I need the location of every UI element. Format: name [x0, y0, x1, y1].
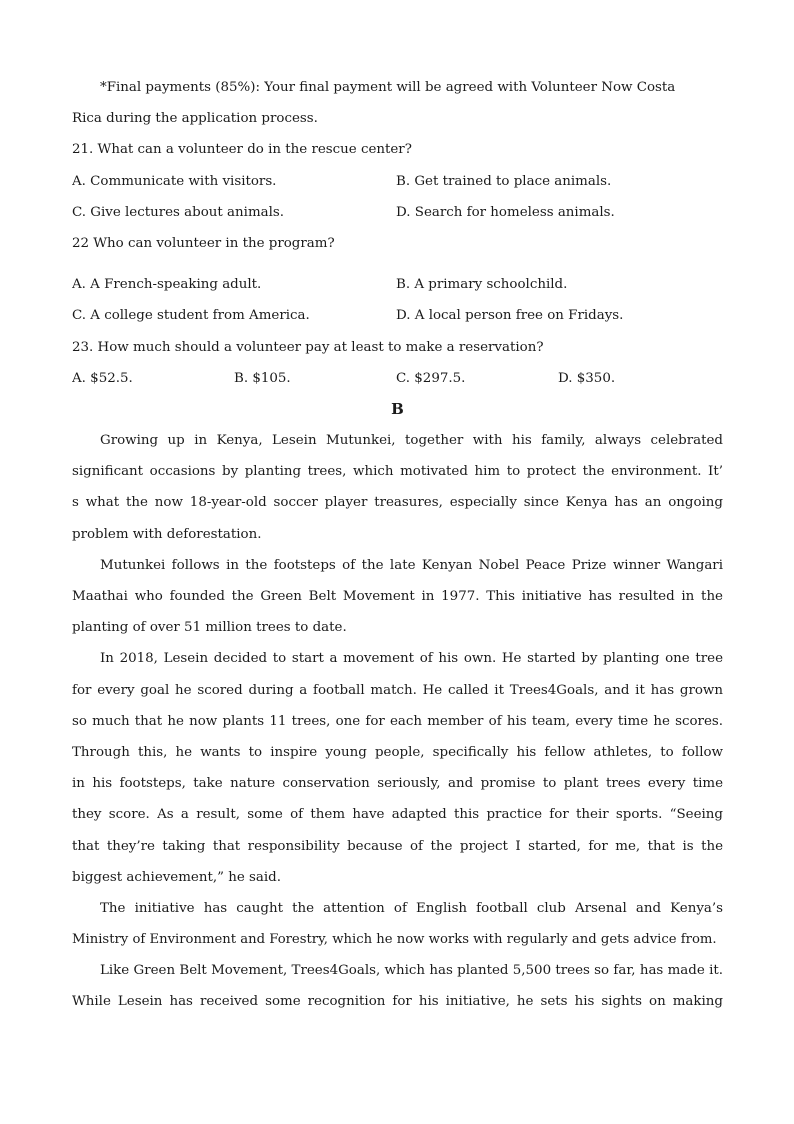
option-b: B. $105. — [234, 370, 291, 386]
paragraph-line: so much that he now plants 11 trees, one for each member of his team, every time he scores. — [72, 713, 723, 729]
paragraph-line: The initiative has caught the attention of English football club Arsenal and Kenya’s — [100, 900, 723, 916]
option-c: C. A college student from America. — [72, 308, 310, 324]
option-row — [72, 166, 723, 197]
option-a: A. A French-speaking adult. — [72, 277, 262, 293]
paragraph-line: biggest achievement,” he said. — [72, 869, 281, 885]
paragraph-line: that they’re taking that responsibility because of the project I started, for me, that is the — [72, 838, 723, 854]
question-22 — [72, 228, 723, 332]
question-stem: 21. What can a volunteer do in the rescue center? — [72, 142, 412, 158]
paragraph-line: Through this, he wants to inspire young people, specifically his fellow athletes, to follow — [72, 744, 723, 760]
option-c: C. Give lectures about animals. — [72, 204, 285, 220]
document-page — [72, 72, 723, 1018]
paragraph-line: planting of over 51 million trees to date. — [72, 620, 347, 636]
question-23 — [72, 332, 723, 394]
paragraph-line: Ministry of Environment and Forestry, which he now works with regularly and gets advice from. — [72, 932, 717, 948]
paragraph-line: significant occasions by planting trees, which motivated him to protect the environment. It’ — [72, 464, 723, 480]
option-b: B. A primary schoolchild. — [396, 277, 568, 293]
question-21 — [72, 134, 723, 228]
option-d: D. $350. — [558, 370, 616, 386]
option-d: D. A local person free on Fridays. — [396, 308, 624, 324]
paragraph-line: Growing up in Kenya, Lesein Mutunkei, together with his family, always celebrated — [100, 433, 723, 449]
paragraph — [72, 893, 723, 955]
option-row — [72, 197, 723, 228]
paragraph — [72, 955, 723, 1017]
option-row — [72, 363, 723, 394]
paragraph-line: for every goal he scored during a football match. He called it Trees4Goals, and it has grown — [72, 682, 723, 698]
paragraph-line: s what the now 18-year-old soccer player treasures, especially since Kenya has an ongoing — [72, 495, 723, 511]
paragraph — [72, 550, 723, 644]
paragraph-line: problem with deforestation. — [72, 526, 262, 542]
paragraph-line: Mutunkei follows in the footsteps of the late Kenyan Nobel Peace Prize winner Wangari — [100, 557, 723, 573]
option-a: A. Communicate with visitors. — [72, 173, 277, 189]
paragraph-line: In 2018, Lesein decided to start a movement of his own. He started by planting one tree — [100, 651, 723, 667]
option-row — [72, 300, 723, 331]
option-c: C. $297.5. — [396, 370, 466, 386]
question-stem: 23. How much should a volunteer pay at least to make a reservation? — [72, 339, 544, 355]
paragraph-line: Maathai who founded the Green Belt Movement in 1977. This initiative has resulted in the — [72, 589, 723, 604]
question-stem: 22 Who can volunteer in the program? — [72, 235, 335, 251]
option-d: D. Search for homeless animals. — [396, 204, 615, 220]
section-title: B — [391, 399, 404, 418]
paragraph-line: While Lesein has received some recognition for his initiative, he sets his sights on making — [72, 994, 723, 1010]
option-row — [72, 269, 723, 300]
paragraph — [72, 643, 723, 893]
paragraph-line: in his footsteps, take nature conservation seriously, and promise to plant trees every time — [72, 776, 723, 792]
paragraph — [72, 425, 723, 550]
passage — [72, 425, 723, 1018]
option-a: A. $52.5. — [72, 370, 133, 386]
paragraph-line: they score. As a result, some of them have adapted this practice for their sports. “Seeing — [72, 807, 723, 823]
option-b: B. Get trained to place animals. — [396, 173, 612, 189]
payment-note-line-1: *Final payments (85%): Your final payment will be agreed with Volunteer Now Costa — [100, 80, 676, 95]
payment-note-line-2: Rica during the application process. — [72, 111, 318, 127]
paragraph-line: Like Green Belt Movement, Trees4Goals, which has planted 5,500 trees so far, has made it. — [100, 963, 723, 979]
